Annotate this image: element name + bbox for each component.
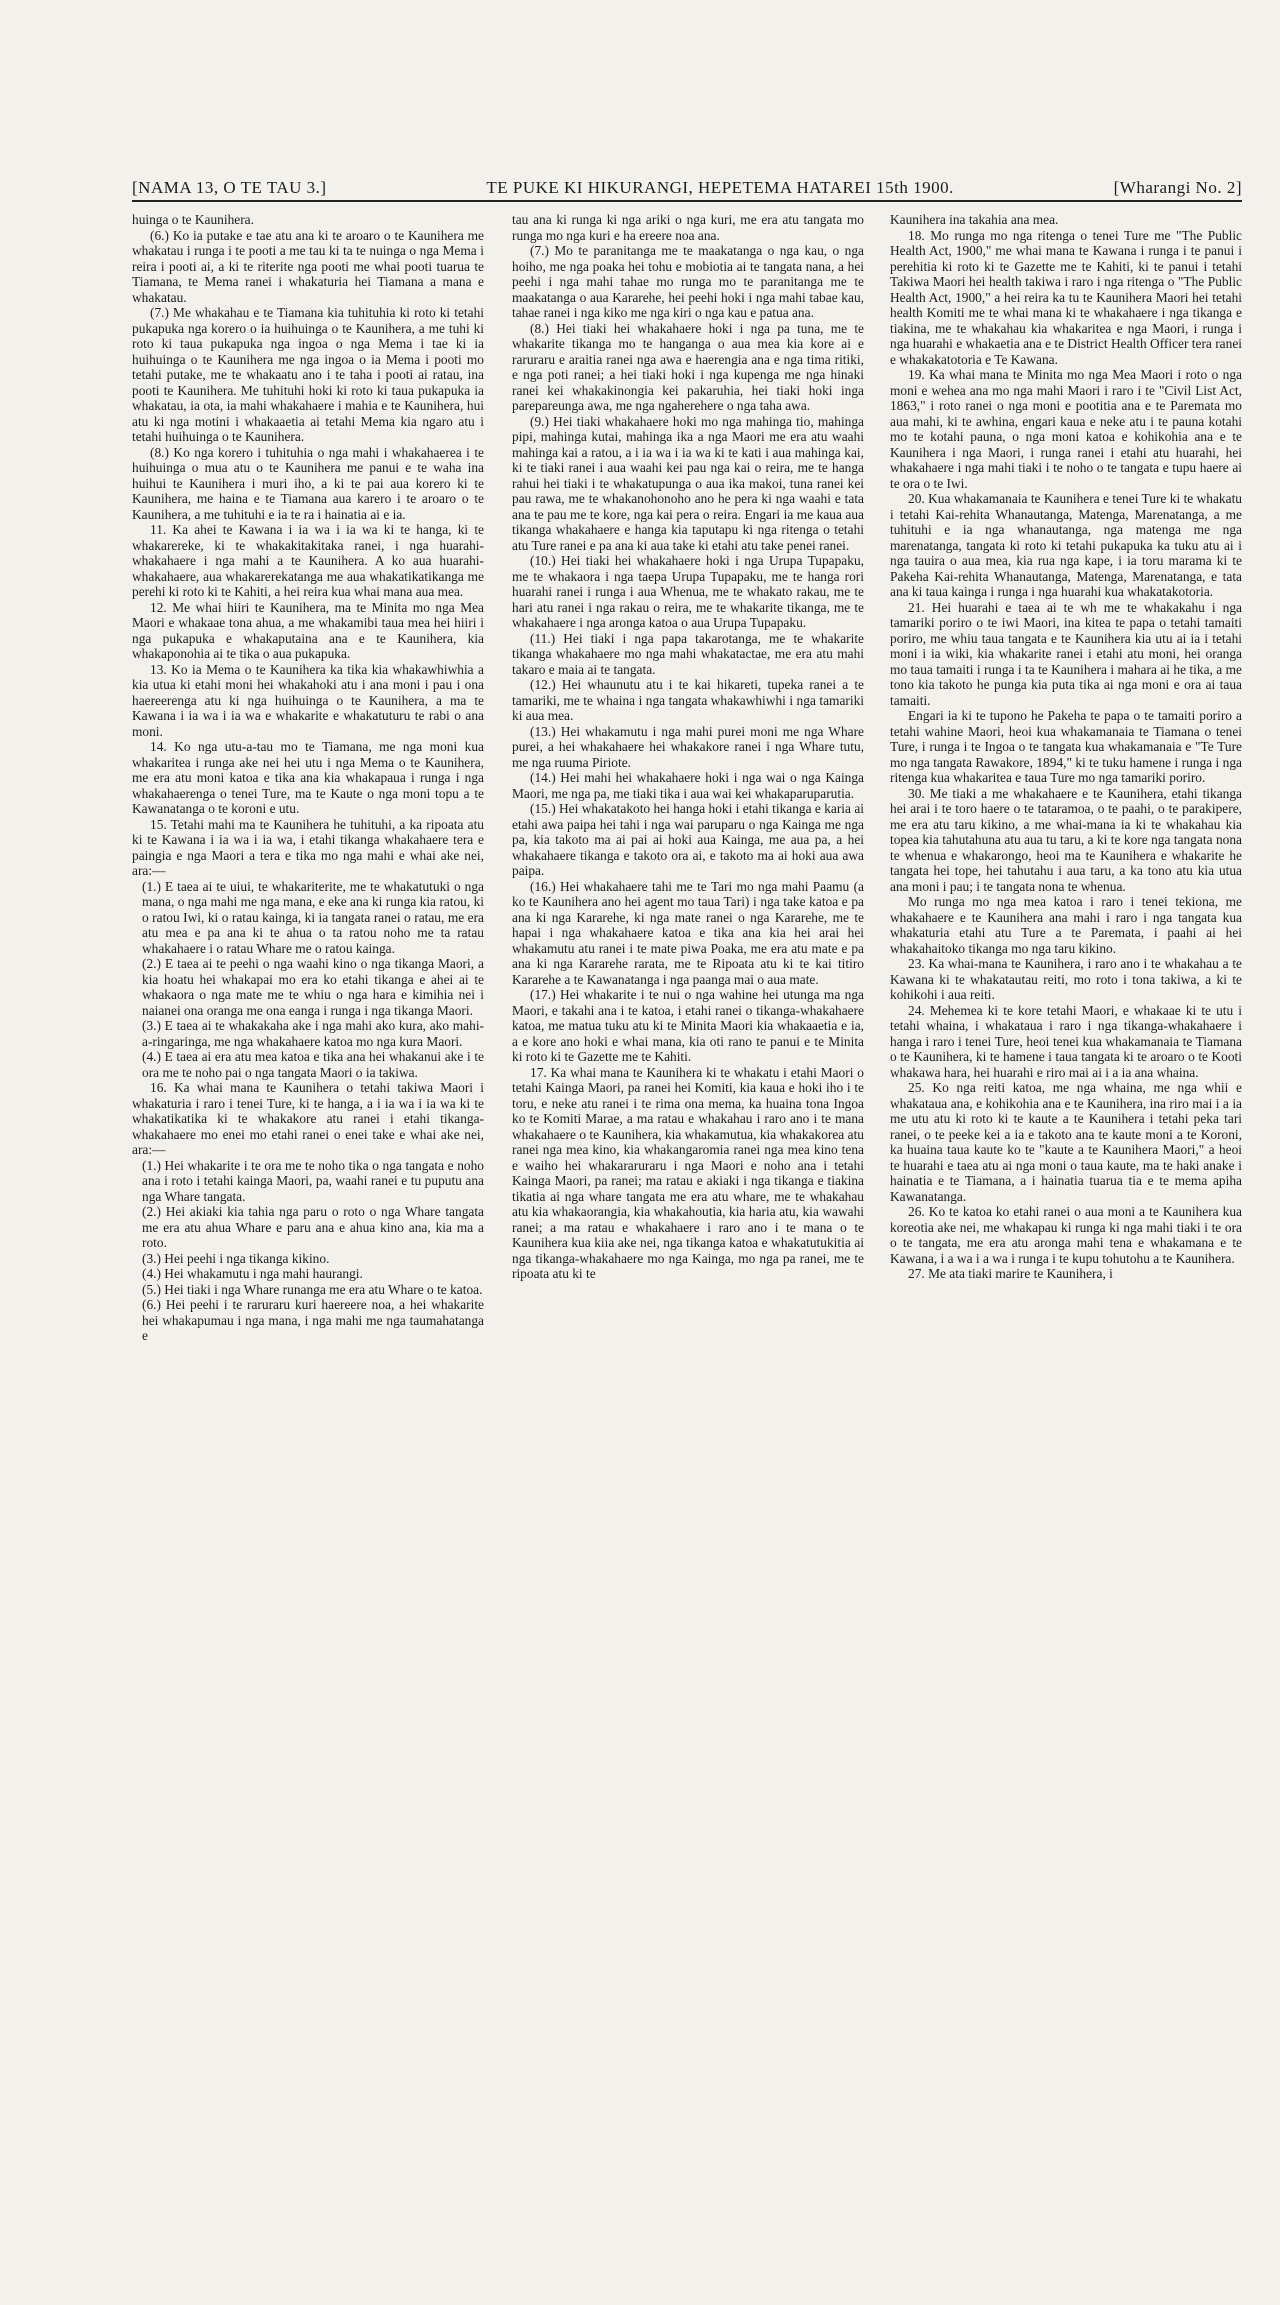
paragraph: (8.) Ko nga korero i tuhituhia o nga mahi i whakahaerea i te huihuinga o mua atu o te Kaunihera me panui e te waha ina huihui te Kaunihera i muri iho, a ki te pai aua korero ki te Kaunihera, me haina e te Tiamana aua karero i te aroaro o te Kaunihera, a me tuhituhi e ia te ra i hainatia ai e ia.	[132, 444, 484, 522]
paragraph: 15. Tetahi mahi ma te Kaunihera he tuhituhi, a ka ripoata atu ki te Kawana i ia wa i ia wa, i etahi tikanga whakahaere tera e paingia e nga Maori a tera e tika mo nga mahi e whai ake nei, ara:—	[132, 816, 484, 878]
paragraph: (1.) Hei whakarite i te ora me te noho tika o nga tangata e noho ana i roto i tetahi kainga Maori, pa, waahi ranei e tu puputu ana nga Whare tangata.	[142, 1157, 484, 1204]
paragraph: 24. Mehemea ki te kore tetahi Maori, e whakaae ki te utu i tetahi whaina, i whakataua i raro i nga tikanga-whakahaere i hanga i raro i tenei Ture, heoi tenei kua whakamanaia te Tiamana o te Kaunihera, ki te hamene i taua tangata ki te aroaro o te Kooti whakawa hara, hei huarahi e riro mai ai i a ia ana whaina.	[890, 1002, 1242, 1080]
page-header	[132, 168, 1242, 198]
paragraph: (6.) Ko ia putake e tae atu ana ki te aroaro o te Kaunihera me whakatau i runga i te pooti a me tau ki ta te nuinga o nga Mema i reira i pooti ai, a ki te riterite nga pooti me whai pooti tuarua te Tiamana, te Mema ranei i whakaturia hei Tiamana a mana e whakatau.	[132, 227, 484, 305]
paragraph: (3.) E taea ai te whakakaha ake i nga mahi ako kura, ako mahi-a-ringaringa, me nga whakahaere katoa mo nga kura Maori.	[142, 1018, 484, 1049]
paragraph: (12.) Hei whaunutu atu i te kai hikareti, tupeka ranei a te tamariki, me te whaina i nga tangata whakawhiwhi i nga tamariki ki aua mea.	[512, 677, 864, 723]
paragraph: (17.) Hei whakarite i te nui o nga wahine hei utunga ma nga Maori, e takahi ana i te katoa, i etahi ranei o tikanga-whakahaere katoa, me matua tuku atu ki te Minita Maori kia whakaaetia e ia, a e kore ano hoki e whai mana, kia oti rano te panui e te Minita ki roto ki te Gazette me te Kahiti.	[512, 987, 864, 1064]
paragraph: (10.) Hei tiaki hei whakahaere hoki i nga Urupa Tupapaku, me te whakaora i nga taepa Urupa Tupapaku, me te hanga rori huarahi ranei i runga i aua Whenua, me te whakato rakau, me te hari atu ranei i nga rakau o reira, me te whakarite tikanga, me te whakahaere i nga aronga katoa o aua Urupa Tupapaku.	[512, 553, 864, 630]
newspaper-title: TE PUKE KI HIKURANGI, HEPETEMA HATAREI 15th 1900.	[486, 178, 954, 197]
paragraph: 11. Ka ahei te Kawana i ia wa i ia wa ki te hanga, ki te whakarereke, ki te whakakitakitaka ranei, i nga huarahi-whakahaere i nga mahi a te Kaunihera. A ko aua huarahi-whakahaere, aua whakarerekatanga me aua whakatikatikanga me perehi ki roto ki te Kahiti, a hei reira kua whai mana aua mea.	[132, 522, 484, 599]
column-1	[132, 212, 484, 2272]
page-number: [Wharangi No. 2]	[1113, 178, 1242, 197]
paragraph: 20. Kua whakamanaia te Kaunihera e tenei Ture ki te whakatu i tetahi Kai-rehita Whanautanga, Matenga, Marenatanga, a me tuhituhi e ia nga whanautanga, nga matenga me nga marenatanga, tangata ki roto ki tetahi pukapuka ka tuku atu ai i nga tauira o aua mea, kia rua nga kape, i ia toru marama ki te Pakeha Kai-rehita Whanautanga, Matenga, Marenatanga, e tata ana ki taua kainga i runga i nga huarahi kua whakatakotoria.	[890, 491, 1242, 599]
paragraph: (2.) E taea ai te peehi o nga waahi kino o nga tikanga Maori, a kia hoatu hei whakapai mo era ko etahi tikanga e ahei ai te whakaora o nga mate me te whiu o nga hara e kimihia nei i naianei ona oranga me ona eanga i runga i nga tikanga Maori.	[142, 956, 484, 1018]
header-rule	[132, 200, 1242, 202]
paragraph: (16.) Hei whakahaere tahi me te Tari mo nga mahi Paamu (a ko te Kaunihera ano hei agent mo taua Tari) i nga take katoa e pa ana ki nga Kararehe, ki nga mate ranei o nga Kararehe, me te hapai i nga whakahaere katoa e tika ana kia hei arai hei whakamutu atu ranei i te mate piwa Poaka, me era atu mate e pa ana ki nga Kararehe rarata, me te Ripoata atu ki te kai titiro Kararehe a te Kawanatanga i nga paanga mai o aua mate.	[512, 878, 864, 987]
paragraph: (3.) Hei peehi i nga tikanga kikino.	[142, 1250, 330, 1266]
paragraph: (1.) E taea ai te uiui, te whakariterite, me te whakatutuki o nga mana, o nga mahi me nga mana, e eke ana ki runga kia ratou, ki o ratou Iwi, ki o ratau kainga, ki ia tangata ranei o ratau, me era atu mea e pa ana ki te ahua o ta ratou noho me ta ratau whakahaere i o ratau Whare me o ratou kainga.	[142, 878, 484, 956]
paragraph: (2.) Hei akiaki kia tahia nga paru o roto o nga Whare tangata me era atu ahua Whare e paru ana e ahua kino ana, kia ma a roto.	[142, 1204, 484, 1250]
paragraph: 16. Ka whai mana te Kaunihera o tetahi takiwa Maori i whakaturia i raro i tenei Ture, ki te hanga, a i ia wa i ia wa ki te whakatikatika ki te whakakore atu ranei i etahi tikanga-whakahaere mo enei mo etahi ranei o enei take e whai ake nei, ara:—	[132, 1080, 484, 1157]
paragraph: (4.) E taea ai era atu mea katoa e tika ana hei whakanui ake i te ora me te noho pai o nga tangata Maori o ia takiwa.	[142, 1049, 484, 1080]
paragraph: (4.) Hei whakamutu i nga mahi haurangi.	[142, 1266, 363, 1281]
paragraph: 26. Ko te katoa ko etahi ranei o aua moni a te Kaunihera kua koreotia ake nei, me whakapau ki runga ki nga mahi tiaki i te ora o te tangata, me era atu aronga mahi tena e whakamana e te Kawana, i a wa i a wa i runga i te kupu tohutohu a te Kaunihera.	[890, 1204, 1242, 1266]
paragraph: Mo runga mo nga mea katoa i raro i tenei tekiona, me whakahaere e te Kaunihera ana mahi i raro i nga tangata kua whakaturia etahi atu Ture a te Paremata, i paahi ai hei whakahaitoko tikanga mo nga taru kikino.	[890, 894, 1242, 956]
paragraph: (14.) Hei mahi hei whakahaere hoki i nga wai o nga Kainga Maori, me nga pa, me tiaki tika i aua wai kei whakaparuparutia.	[512, 770, 864, 801]
paragraph: (6.) Hei peehi i te raruraru kuri haereere noa, a hei whakarite hei whakapumau i nga mana, i nga mahi me nga taumahatanga e	[142, 1297, 484, 1343]
paragraph: huinga o te Kaunihera.	[132, 212, 254, 227]
paragraph: 30. Me tiaki a me whakahaere e te Kaunihera, etahi tikanga hei arai i te toro haere o te tataramoa, o te paahi, o te parakipere, me era atu taru kikino, a me whai-mana ia ki te whakahau kia topea kia tahutahuna atu aua tu taru, a ki te kore nga tangata nona te whenua e whakarongo, heoi ma te Kaunihera e whakarite he tangata hei tope, hei tahutahu i aua taru, a ka tono atu kia utua ana moni i pau; i te tangata nona te whenua.	[890, 785, 1242, 894]
paragraph: (8.) Hei tiaki hei whakahaere hoki i nga pa tuna, me te whakarite tikanga mo te hanganga o aua mea kia kore ai e raruraru e araitia ranei nga awa e haerengia ana e nga tima ritiki, e nga poti ranei; a hei tiaki hoki i nga kupenga me nga hinaki ranei kei whakakinongia kei pakaruhia, hei tiaki hoki inga parepareunga awa, me nga ngaherehere o nga taha awa.	[512, 320, 864, 413]
paragraph: Kaunihera ina takahia ana mea.	[890, 212, 1059, 227]
column-3	[890, 212, 1242, 2272]
paragraph: 14. Ko nga utu-a-tau mo te Tiamana, me nga moni kua whakaritea i runga ake nei hei utu i nga Mema o te Kaunihera, me era atu moni katoa e tika ana kia whakapaua i runga i nga whakahaerenga o tenei Ture, ma te Kaute o nga moni topu a te Kawanatanga o te koroni e utu.	[132, 739, 484, 816]
paragraph: 23. Ka whai-mana te Kaunihera, i raro ano i te whakahau a te Kawana ki te whakatautau reiti, mo roto i tona takiwa, a ki te kohikohi i aua reiti.	[890, 956, 1242, 1002]
paragraph: 21. Hei huarahi e taea ai te wh me te whakakahu i nga tamariki poriro o te iwi Maori, ina kitea te papa o tetahi tamaiti poriro, me whiu taua tangata e te Kaunihera kia utu ai ia i tetahi moni i ia wiki, kia whakarite ranei i etahi atu moni, hei oranga mo taua tamaiti i runga i ta te Kaunihera i mahara ai he tika, a me tono kia takoto he punga kia puta tika ai nga moni e ora ai taua tamaiti.	[890, 599, 1242, 708]
paragraph: 17. Ka whai mana te Kaunihera ki te whakatu i etahi Maori o tetahi Kainga Maori, pa ranei hei Komiti, kia kaua e hoki iho i te toru, e neke atu ranei i te rima ona mema, ka huaina tona Ingoa ko te Komiti Marae, a ma ratau e whakahau i raro ano i te mana whakahaere o te Kaunihera, kia whakamutua, kia whakakorea atu ranei nga mea kino, kia whakangaromia ranei nga mea kino tena e waiho hei whakararuraru i nga Maori e noho ana i tetahi Kainga Maori, pa ranei; ma ratau e akiaki i nga tikanga e tiakina tikatia ai nga whare tangata me era atu whare, me te whakahau atu kia whakaorangia, kia whakahoutia, kia haria atu, kia wawahi ranei; a ma ratau e whakahaere i raro ano i te mana o te Kaunihera kua kiia ake nei, nga tikanga katoa e whakatutukitia ai nga tikanga-whakahaere mo nga Kainga, mo nga pa ranei, me te ripoata atu ki te	[512, 1064, 864, 1281]
issue-number: [NAMA 13, O TE TAU 3.]	[132, 178, 327, 197]
paragraph: (5.) Hei tiaki i nga Whare runanga me era atu Whare o te katoa.	[142, 1281, 483, 1297]
paragraph: 12. Me whai hiiri te Kaunihera, ma te Minita mo nga Mea Maori e whakaae tona ahua, a me whakamibi taua mea hei hiiri i nga pukapuka e whakaputaina ana e te Kaunihera, kia whakaponohia ai te tika o aua pukapuka.	[132, 599, 484, 661]
paragraph: tau ana ki runga ki nga ariki o nga kuri, me era atu tangata mo runga mo nga kuri e ha ereere noa ana.	[512, 212, 864, 243]
paragraph: (7.) Me whakahau e te Tiamana kia tuhituhia ki roto ki tetahi pukapuka nga korero o ia huihuinga o te Kaunihera, a me tuhi ki roto ki taua pukapuka nga ingoa o nga Mema i tae ki ia huihuinga o te Kaunihera me nga ingoa o ia Mema i pooti mo tetahi putake, me te whakaatu ano i te taha i pooti ai ratau, ina pooti te Kaunihera. Me tuhituhi hoki ki roto ki taua pukapuka ia whakatau, ia ota, ia mahi whakahaere i mahia e te Kaunihera, hui atu ki nga motini i whakaaetia ai tetahi Mema kia ngaro atu i tetahi huihuinga o te Kaunihera.	[132, 305, 484, 444]
paragraph: 25. Ko nga reiti katoa, me nga whaina, me nga whii e whakataua ana, e kohikohia ana e te Kaunihera, ina riro mai i a ia me utu atu ki roto ki te kaute a te Kaunihera i tetahi peka tari ranei, o te peeke kei a ia e takoto ana te kaute moni a te Koroni, ka huaina taua kaute ko te "kaute a te Kaunihera Maori," a heoi te huarahi e taea atu ai nga moni o taua kaute, ma te haki anake i hainatia e te Tiamana, a i hainatia tuarua tia e te mema apiha Kawanatanga.	[890, 1080, 1242, 1204]
paragraph: 13. Ko ia Mema o te Kaunihera ka tika kia whakawhiwhia a kia utua ki etahi moni hei whakahoki atu i ana moni i pau i ona haereerenga atu ki nga huihuinga o te Kaunihera, a ma te Kawana i ia wa i ia wa e whakarite e whakatuturu te rabi o ana moni.	[132, 661, 484, 739]
paragraph: 27. Me ata tiaki marire te Kaunihera, i	[908, 1266, 1113, 1281]
paragraph: (7.) Mo te paranitanga me te maakatanga o nga kau, o nga hoiho, me nga poaka hei tohu e mobiotia ai te tangata nana, a hei peehi i nga mahi tahae mo runga mo te paranitanga me te maakatanga o aua Kararehe, hei peehi hoki i nga mahi tabae kau, tahae ranei i nga kiko me nga kiri o nga kau e patua ana.	[512, 243, 864, 320]
paragraph: (9.) Hei tiaki whakahaere hoki mo nga mahinga tio, mahinga pipi, mahinga kutai, mahinga ika a nga Maori me era atu waahi mahinga kai a ratou, a i ia wa i ia wa ki te kati i aua mahinga kai, ki te tiaki ranei i aua waahi kei pau nga kai o reira, me te hanga rahui hei tiaki i te whakatupunga o aua ika makoi, tuna ranei kei pau rawa, me te whakanohonoho ano he pera ki nga waahi e tata ana te pau me te kore, nga kai pera o reira. Engari ia me kaua aua tikanga whakahaere e hanga kia taputapu ki nga ritenga o tetahi atu Ture ranei e pa ana ki aua take ki etahi atu take penei ranei.	[512, 413, 864, 553]
paragraph: 18. Mo runga mo nga ritenga o tenei Ture me "The Public Health Act, 1900," me whai mana te Kawana i runga i te panui i perehitia ki roto ki te Gazette me te Kahiti, ki te panui i tetahi Takiwa Maori hei health takiwa i raro i nga ritenga o "The Public Health Act, 1900," a hei reira ka tu te Kaunihera Maori hei tetahi health Komiti me te whai mana ki te whakahaere i nga tikanga e tiakina, me te whakahau kia whakaritea e nga Maori, i runga i nga huarahi e whakaetia ana e te District Health Officer tera ranei e whakakatotoria e Te Kawana.	[890, 227, 1242, 367]
column-2	[512, 212, 864, 2272]
paragraph: 19. Ka whai mana te Minita mo nga Mea Maori i roto o nga moni e wehea ana mo nga mahi Maori i raro i te "Civil List Act, 1863," i roto ranei o nga moni e pootitia ana e te Paremata mo aua mahi, ki te awhina, engari kaua e neke atu i te pauna kotahi mo te kotahi pauna, o nga moni katoa e kohikohia ana e te Kaunihera i nga Maori, i runga ranei i etahi atu huarahi, hei whakahaere i nga mahi tiaki i te noho o te tangata e tupu haere ai te ora o te Iwi.	[890, 367, 1242, 491]
paragraph: (15.) Hei whakatakoto hei hanga hoki i etahi tikanga e karia ai etahi awa paipa hei tahi i nga wai paruparu o nga Kainga me nga pa, kia takoto ma ai pai ai hoki aua Kainga, me aua pa, a hei whakahaere tikanga e takoto ora ai, e takoto ma ai hoki aua awa paipa.	[512, 801, 864, 878]
paragraph: (11.) Hei tiaki i nga papa takarotanga, me te whakarite tikanga whakahaere mo nga mahi whakatactae, me era atu mahi takaro e maia ai te tangata.	[512, 630, 864, 677]
paragraph: (13.) Hei whakamutu i nga mahi purei moni me nga Whare purei, a hei whakahaere hei whakakore ranei i nga Whare tutu, me nga ruuma Piriote.	[512, 723, 864, 770]
paragraph: Engari ia ki te tupono he Pakeha te papa o te tamaiti poriro a tetahi wahine Maori, heoi kua whakamanaia te Tiamana o tenei Ture, i runga i te Ingoa o te tangata kua whakamanaia e "Te Ture mo nga tangata Rawakore, 1894," ki te tuku hamene i runga i nga ritenga kua whakaritea e taua Ture mo nga tamariki poriro.	[890, 708, 1242, 785]
